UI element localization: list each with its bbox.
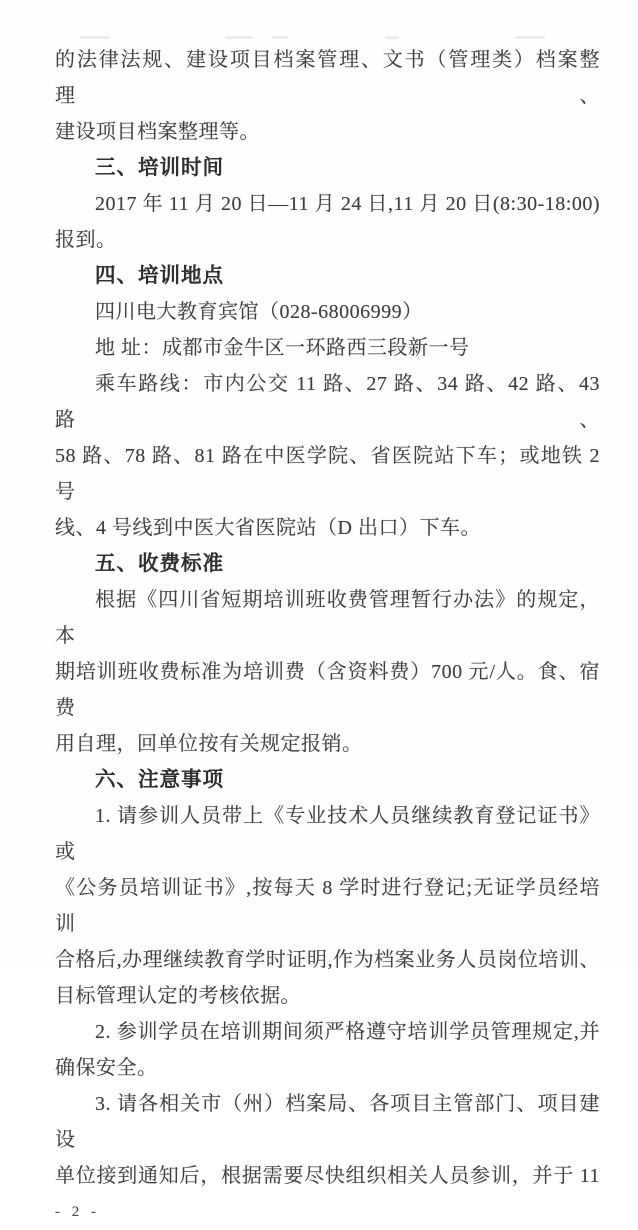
body-line-fee: 根据《四川省短期培训班收费管理暂行办法》的规定，本: [55, 589, 600, 647]
scan-artifact: [225, 36, 253, 39]
body-line-metro-routes: 线、4 号线到中医大省医院站（D 出口）下车。: [55, 517, 481, 539]
body-line-training-dates: 2017 年 11 月 20 日—11 月 24 日,11 月 20 日(8:30-18:00): [95, 193, 600, 215]
body-line-bus-routes: 58 路、78 路、81 路在中医学院、省医院站下车；或地铁 2 号: [55, 445, 600, 503]
body-line-note-1: 合格后,办理继续教育学时证明,作为档案业务人员岗位培训、: [55, 949, 600, 971]
document-body: [55, 42, 600, 1230]
body-line-bus-routes: 乘车路线：市内公交 11 路、27 路、34 路、42 路、43 路、: [55, 373, 600, 431]
scan-artifact: [515, 36, 545, 39]
body-line-hotel-phone: 四川电大教育宾馆（028-68006999）: [95, 301, 423, 323]
body-line-continuation: 的法律法规、建设项目档案管理、文书（管理类）档案整理、: [55, 49, 600, 107]
body-line-fee: 期培训班收费标准为培训费（含资料费）700 元/人。食、宿费: [55, 661, 600, 719]
body-line-note-3: 3. 请各相关市（州）档案局、各项目主管部门、项目建设: [55, 1093, 600, 1151]
page-number: - 2 -: [55, 1204, 100, 1220]
scan-artifact: [385, 36, 399, 39]
body-line-note-2: 确保安全。: [55, 1057, 158, 1079]
body-line: 报到。: [55, 229, 117, 251]
body-line-note-1: 1. 请参训人员带上《专业技术人员继续教育登记证书》或: [55, 805, 600, 863]
section-heading-notes: 六、注意事项: [95, 768, 224, 791]
section-heading-training-time: 三、培训时间: [95, 156, 224, 179]
body-line: 建设项目档案整理等。: [55, 121, 260, 143]
scan-artifact: [80, 36, 110, 39]
body-line-address: 地 址：成都市金牛区一环路西三段新一号: [95, 337, 470, 359]
section-heading-training-location: 四、培训地点: [95, 264, 224, 287]
body-line-note-3: 单位接到通知后，根据需要尽快组织相关人员参训，并于 11: [55, 1165, 600, 1187]
body-line-note-1: 《公务员培训证书》,按每天 8 学时进行登记;无证学员经培训: [55, 877, 600, 935]
body-line-note-1: 目标管理认定的考核依据。: [55, 985, 301, 1007]
body-line-fee: 用自理，回单位按有关规定报销。: [55, 733, 363, 755]
body-line-note-2: 2. 参训学员在培训期间须严格遵守培训学员管理规定,并: [95, 1021, 600, 1043]
section-heading-fee-standard: 五、收费标准: [95, 552, 224, 575]
scan-artifact: [272, 36, 288, 39]
